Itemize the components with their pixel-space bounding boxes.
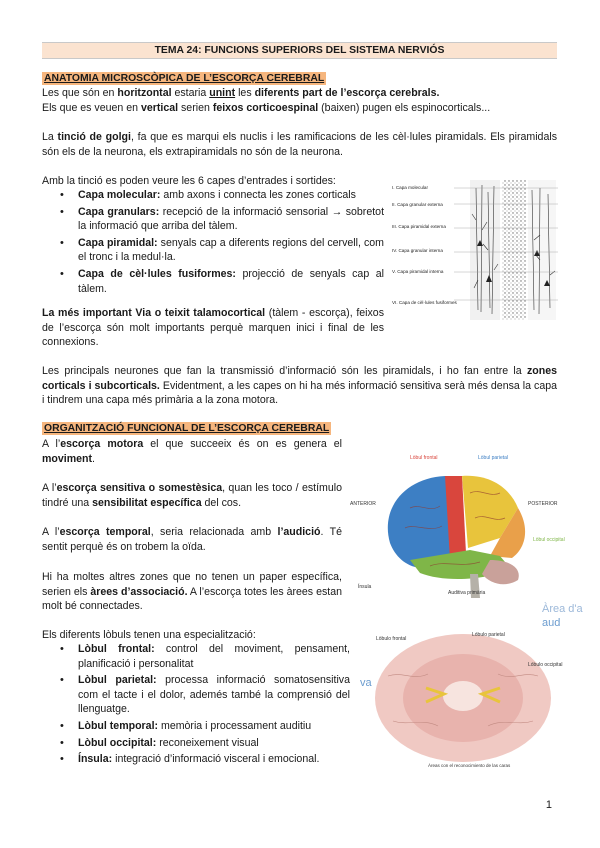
posterior-label: POSTERIOR — [528, 501, 558, 507]
lobe-frontal-label: Lòbul frontal — [410, 455, 438, 461]
list-item: • Lòbul occipital: reconeixement visual — [58, 736, 350, 751]
golgi-stain-illustration — [392, 180, 560, 320]
document-title: TEMA 24: FUNCIONS SUPERIORS DEL SISTEMA NERVIÓS — [42, 42, 557, 59]
anterior-label: ANTERIOR — [350, 501, 376, 507]
section-heading-functional: ORGANITZACIÓ FUNCIONAL DE L’ESCORÇA CEREBRAL — [44, 423, 330, 434]
paragraph-lobes-intro: Els diferents lòbuls tenen una especialització: — [42, 629, 256, 641]
list-item: • Lòbul frontal: control del moviment, pensament, planificació i personalitat — [58, 642, 350, 671]
cropped-label: aud — [542, 617, 561, 629]
list-item: • Ínsula: integració d’informació visceral i emocional. — [58, 752, 350, 767]
cropped-label: va — [360, 677, 372, 689]
layer-label: I. Capa molecular — [392, 185, 429, 190]
paragraph-layers-intro: Amb la tinció es poden veure les 6 capes d’entrades i sortides: — [42, 175, 336, 187]
paragraph-golgi: La tinció de golgi, fa que es marqui els nuclis i les ramificacions de les cèl·lules piramidals. Els piramidals són els de la neurona, els extrapiramidals no són de la neurona. — [42, 131, 557, 158]
insula-label: Ínsula — [358, 584, 372, 590]
occipital-label: Lóbulo occipital — [528, 662, 563, 668]
list-item: • Capa molecular: amb axons i connecta les zones corticals — [58, 188, 384, 203]
brain-lateral-figure — [350, 448, 565, 608]
lobes-list — [58, 642, 350, 769]
cropped-label: Àrea d'a — [542, 603, 583, 615]
paragraph-temporal: A l’escorça temporal, seria relacionada amb l’audició. Té sentit perquè és on trobem la oïda. — [42, 526, 342, 553]
layer-label: V. Capa piramidal interna — [392, 269, 444, 274]
paragraph-association: Hi ha moltes altres zones que no tenen un paper específica, serien els àrees d’associació. A l’escorça totes les àrees estan molt bé connectades. — [42, 571, 342, 613]
occipital-label: Lòbul occipital — [533, 537, 565, 543]
brain-base-illustration — [368, 626, 563, 770]
layer-label: VI. Capa de cèl·lules fusiformes — [392, 300, 457, 305]
layer-label: II. Capa granular externa — [392, 202, 443, 207]
auditory-label: Auditiva primària — [448, 590, 486, 596]
caption-label: Àreas con el reconocimiento de las caras — [428, 763, 511, 768]
layer-label: IV. Capa granular interna — [392, 248, 443, 253]
cortical-layers-figure — [392, 180, 560, 320]
parietal-label: Lóbulo parietal — [472, 632, 505, 638]
list-item: • Lòbul parietal: processa informació somatosensitiva com el tacte i el dolor, ademés també la comprensió del llenguatge. — [58, 673, 350, 717]
section-heading-anatomy: ANATOMIA MICROSCÒPICA DE L’ESCORÇA CEREBRAL — [44, 73, 325, 84]
list-item: • Capa granulars: recepció de la informació sensorial → sobretot la informació que arriba del tàlem. — [58, 205, 384, 234]
page-number: 1 — [545, 799, 552, 811]
list-item: • Capa piramidal: senyals cap a diferents regions del cervell, com el tronc i la medul·la. — [58, 236, 384, 265]
paragraph-sensory: A l’escorça sensitiva o somestèsica, quan les toco / estímulo tindré una sensibilitat específica del cos. — [42, 482, 342, 509]
layers-list — [58, 188, 384, 298]
paragraph-talamocortical: La més important Via o teixit talamocortical (tàlem - escorça), feixos de l’escorça són molt importants perquè marquen inici i final de les connexions. — [42, 307, 384, 349]
list-item: • Lòbul temporal: memòria i processament auditiu — [58, 719, 350, 734]
paragraph-horizontal: Les que són en horitzontal estaria unint les diferents part de l’escorça cerebrals. — [42, 87, 440, 99]
lobe-parietal-label: Lòbul parietal — [478, 455, 509, 461]
paragraph-motor: A l’escorça motora el que succeeix és on es genera el moviment. — [42, 438, 343, 465]
paragraph-pyramidal: Les principals neurones que fan la transmissió d’informació són les piramidals, i ho fan entre la zones corticals i subcorticals. Evidentment, a les capes on hi ha més informació sensitiva serà més densa la capa i tindrem una capa més primària a la zona motora. — [42, 365, 557, 407]
layer-label: III. Capa piramidal externa — [392, 224, 446, 229]
list-item: • Capa de cèl·lules fusiformes: projecció de senyals cap al tàlem. — [58, 267, 384, 296]
brain-inferior-figure — [368, 626, 563, 770]
frontal-label: Lòbulo frontal — [376, 636, 407, 642]
brain-lobes-illustration — [350, 448, 565, 608]
paragraph-vertical: Els que es veuen en vertical serien feixos corticoespinal (baixen) pugen els espinocorticals... — [42, 102, 491, 114]
